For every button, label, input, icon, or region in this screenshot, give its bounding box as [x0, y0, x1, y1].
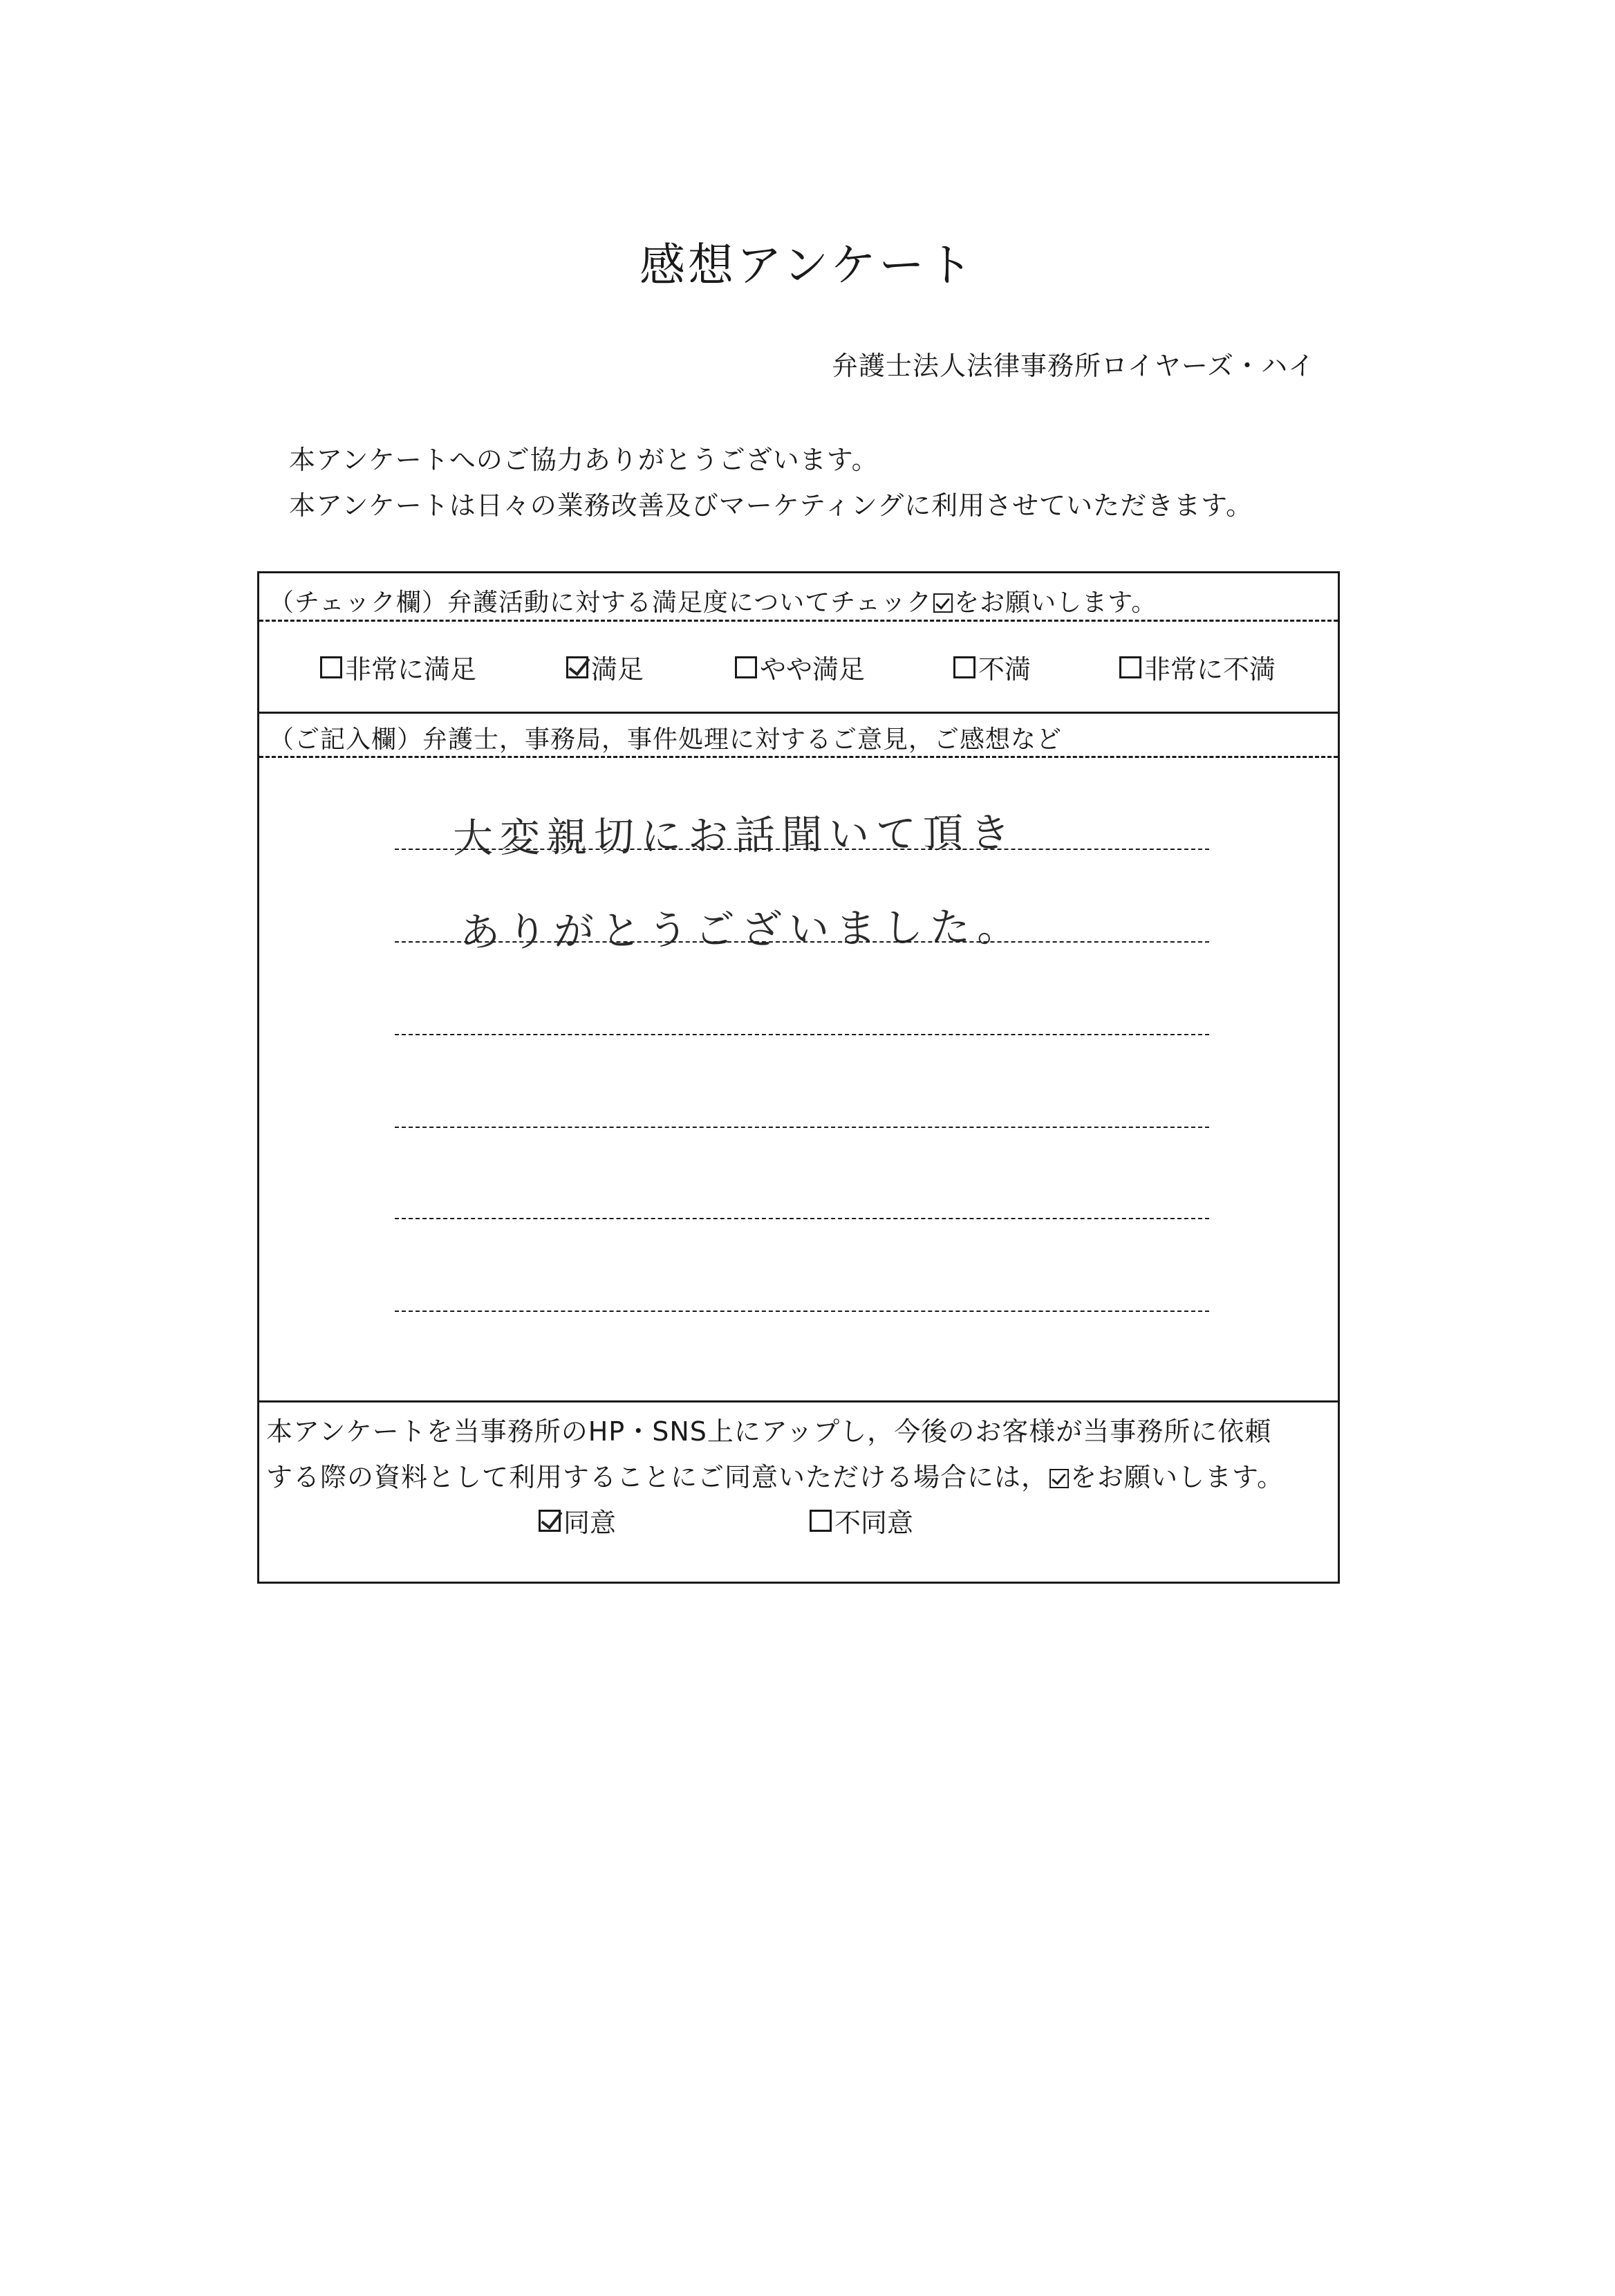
option-very-satisfied[interactable] [320, 648, 476, 686]
checked-checkbox-icon[interactable] [539, 1510, 561, 1532]
writing-line[interactable] [395, 1311, 1209, 1312]
checked-checkbox-icon[interactable] [566, 656, 588, 678]
check-header-text: （チェック欄）弁護活動に対する満足度についてチェック [269, 589, 933, 617]
option-agree[interactable] [539, 1501, 616, 1539]
consent-text-line-2 [266, 1456, 1284, 1494]
intro-line-2: 本アンケートは日々の業務改善及びマーケティングに利用させていただきます。 [289, 490, 1253, 521]
option-label: 非常に満足 [345, 654, 477, 685]
survey-form [257, 571, 1340, 1584]
consent-text: する際の資料として利用することにご同意いただける場合には， [266, 1462, 1049, 1492]
consent-text-suffix: をお願いします。 [1070, 1462, 1284, 1492]
option-label: 不満 [978, 654, 1031, 685]
option-label: 不同意 [834, 1508, 914, 1538]
firm-name: 弁護士法人法律事務所ロイヤーズ・ハイ [832, 351, 1315, 381]
checkbox-icon[interactable] [953, 656, 975, 678]
section-divider [259, 1400, 1338, 1402]
option-disagree[interactable] [810, 1501, 913, 1539]
comment-section-header: （ご記入欄）弁護士，事務局，事件処理に対するご意見，ご感想など [269, 725, 1063, 754]
option-label: やや満足 [760, 654, 866, 685]
writing-line[interactable] [395, 1127, 1209, 1128]
writing-line[interactable] [395, 941, 1209, 943]
writing-line[interactable] [395, 849, 1209, 850]
writing-line[interactable] [395, 1034, 1209, 1035]
check-header-divider [259, 620, 1338, 622]
check-header-suffix: をお願いします。 [954, 589, 1157, 617]
writing-line[interactable] [395, 1218, 1209, 1219]
checkbox-icon[interactable] [735, 656, 757, 678]
option-label: 非常に不満 [1144, 654, 1276, 685]
option-label: 同意 [563, 1508, 617, 1538]
option-label: 満足 [591, 654, 644, 685]
option-very-dissatisfied[interactable] [1119, 648, 1276, 686]
comment-header-divider [259, 756, 1338, 758]
check-section-header [269, 583, 1157, 618]
option-dissatisfied[interactable] [953, 648, 1031, 686]
option-satisfied[interactable] [566, 648, 644, 686]
intro-line-1: 本アンケートへのご協力ありがとうございます。 [289, 445, 879, 475]
checked-box-icon [1049, 1469, 1069, 1488]
handwritten-comment-line-2: ありがとうございました。 [459, 902, 1025, 956]
section-divider [259, 712, 1338, 714]
checkbox-icon[interactable] [320, 656, 342, 678]
checkbox-icon[interactable] [1119, 656, 1141, 678]
checkbox-icon[interactable] [810, 1510, 832, 1532]
checked-box-icon [933, 593, 953, 613]
page-title: 感想アンケート [639, 239, 976, 292]
handwritten-comment-line-1: 大変親切にお話聞いて頂き [452, 808, 1018, 862]
option-somewhat-satisfied[interactable] [735, 648, 865, 686]
consent-text-line-1: 本アンケートを当事務所のHP・SNS上にアップし，今後のお客様が当事務所に依頼 [266, 1416, 1272, 1447]
